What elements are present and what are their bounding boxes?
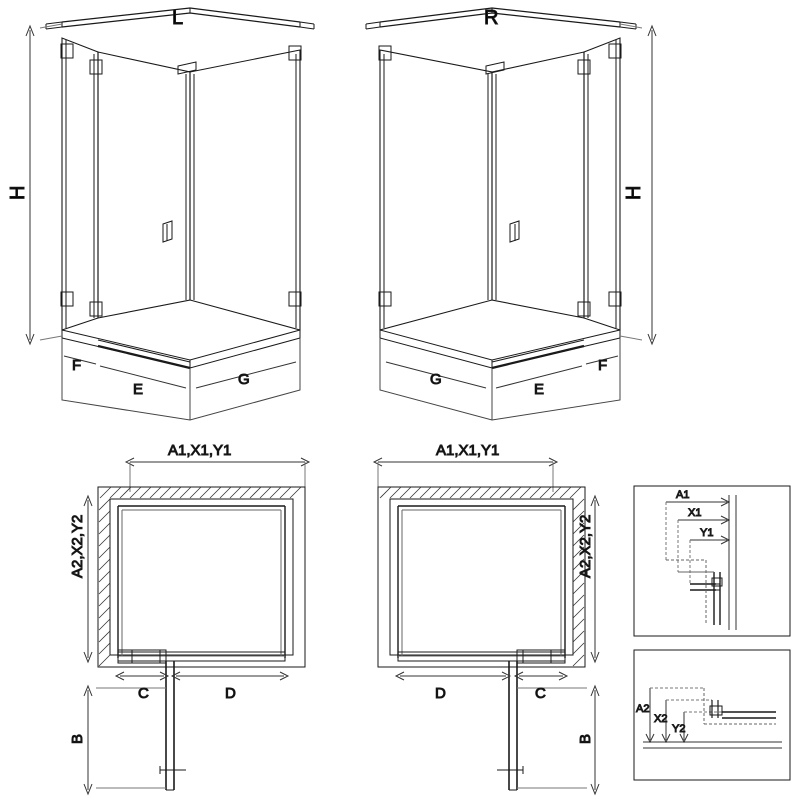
dim-label-a2x2y2-right: A2,X2,Y2 [577, 514, 594, 578]
dim-label-f-right: F [598, 357, 608, 374]
dim-label-a1x1y1-right: A1,X1,Y1 [436, 442, 500, 459]
view-left-plan [84, 458, 309, 794]
detail-horizontal [634, 486, 790, 636]
view-right-plan [374, 458, 599, 794]
dim-label-g-left: G [238, 371, 250, 388]
dim-label-c-left: C [138, 685, 149, 702]
dim-label-e-right: E [534, 381, 545, 398]
detail-label-y2: Y2 [672, 723, 686, 735]
dim-label-h-left: H [7, 185, 29, 200]
dim-label-d-right: D [435, 685, 446, 702]
dim-label-b-left: B [69, 733, 86, 744]
view-label-left: L [172, 7, 184, 29]
view-left-3d [26, 8, 314, 420]
detail-label-x2: X2 [654, 713, 668, 725]
dim-label-f-left: F [72, 357, 82, 374]
detail-label-a1: A1 [676, 489, 690, 501]
dim-label-h-right: H [623, 185, 645, 200]
dim-label-b-right: B [577, 733, 594, 744]
dim-label-d-left: D [225, 685, 236, 702]
dim-label-e-left: E [133, 381, 144, 398]
detail-label-y1: Y1 [700, 527, 714, 539]
dim-label-a2x2y2-left: A2,X2,Y2 [69, 514, 86, 578]
dim-label-a1x1y1-left: A1,X1,Y1 [168, 442, 232, 459]
detail-label-x1: X1 [688, 507, 702, 519]
view-label-right: R [484, 7, 499, 29]
dim-label-g-right: G [430, 371, 442, 388]
view-right-3d [366, 8, 656, 420]
dim-label-c-right: C [535, 685, 546, 702]
detail-label-a2: A2 [636, 703, 650, 715]
